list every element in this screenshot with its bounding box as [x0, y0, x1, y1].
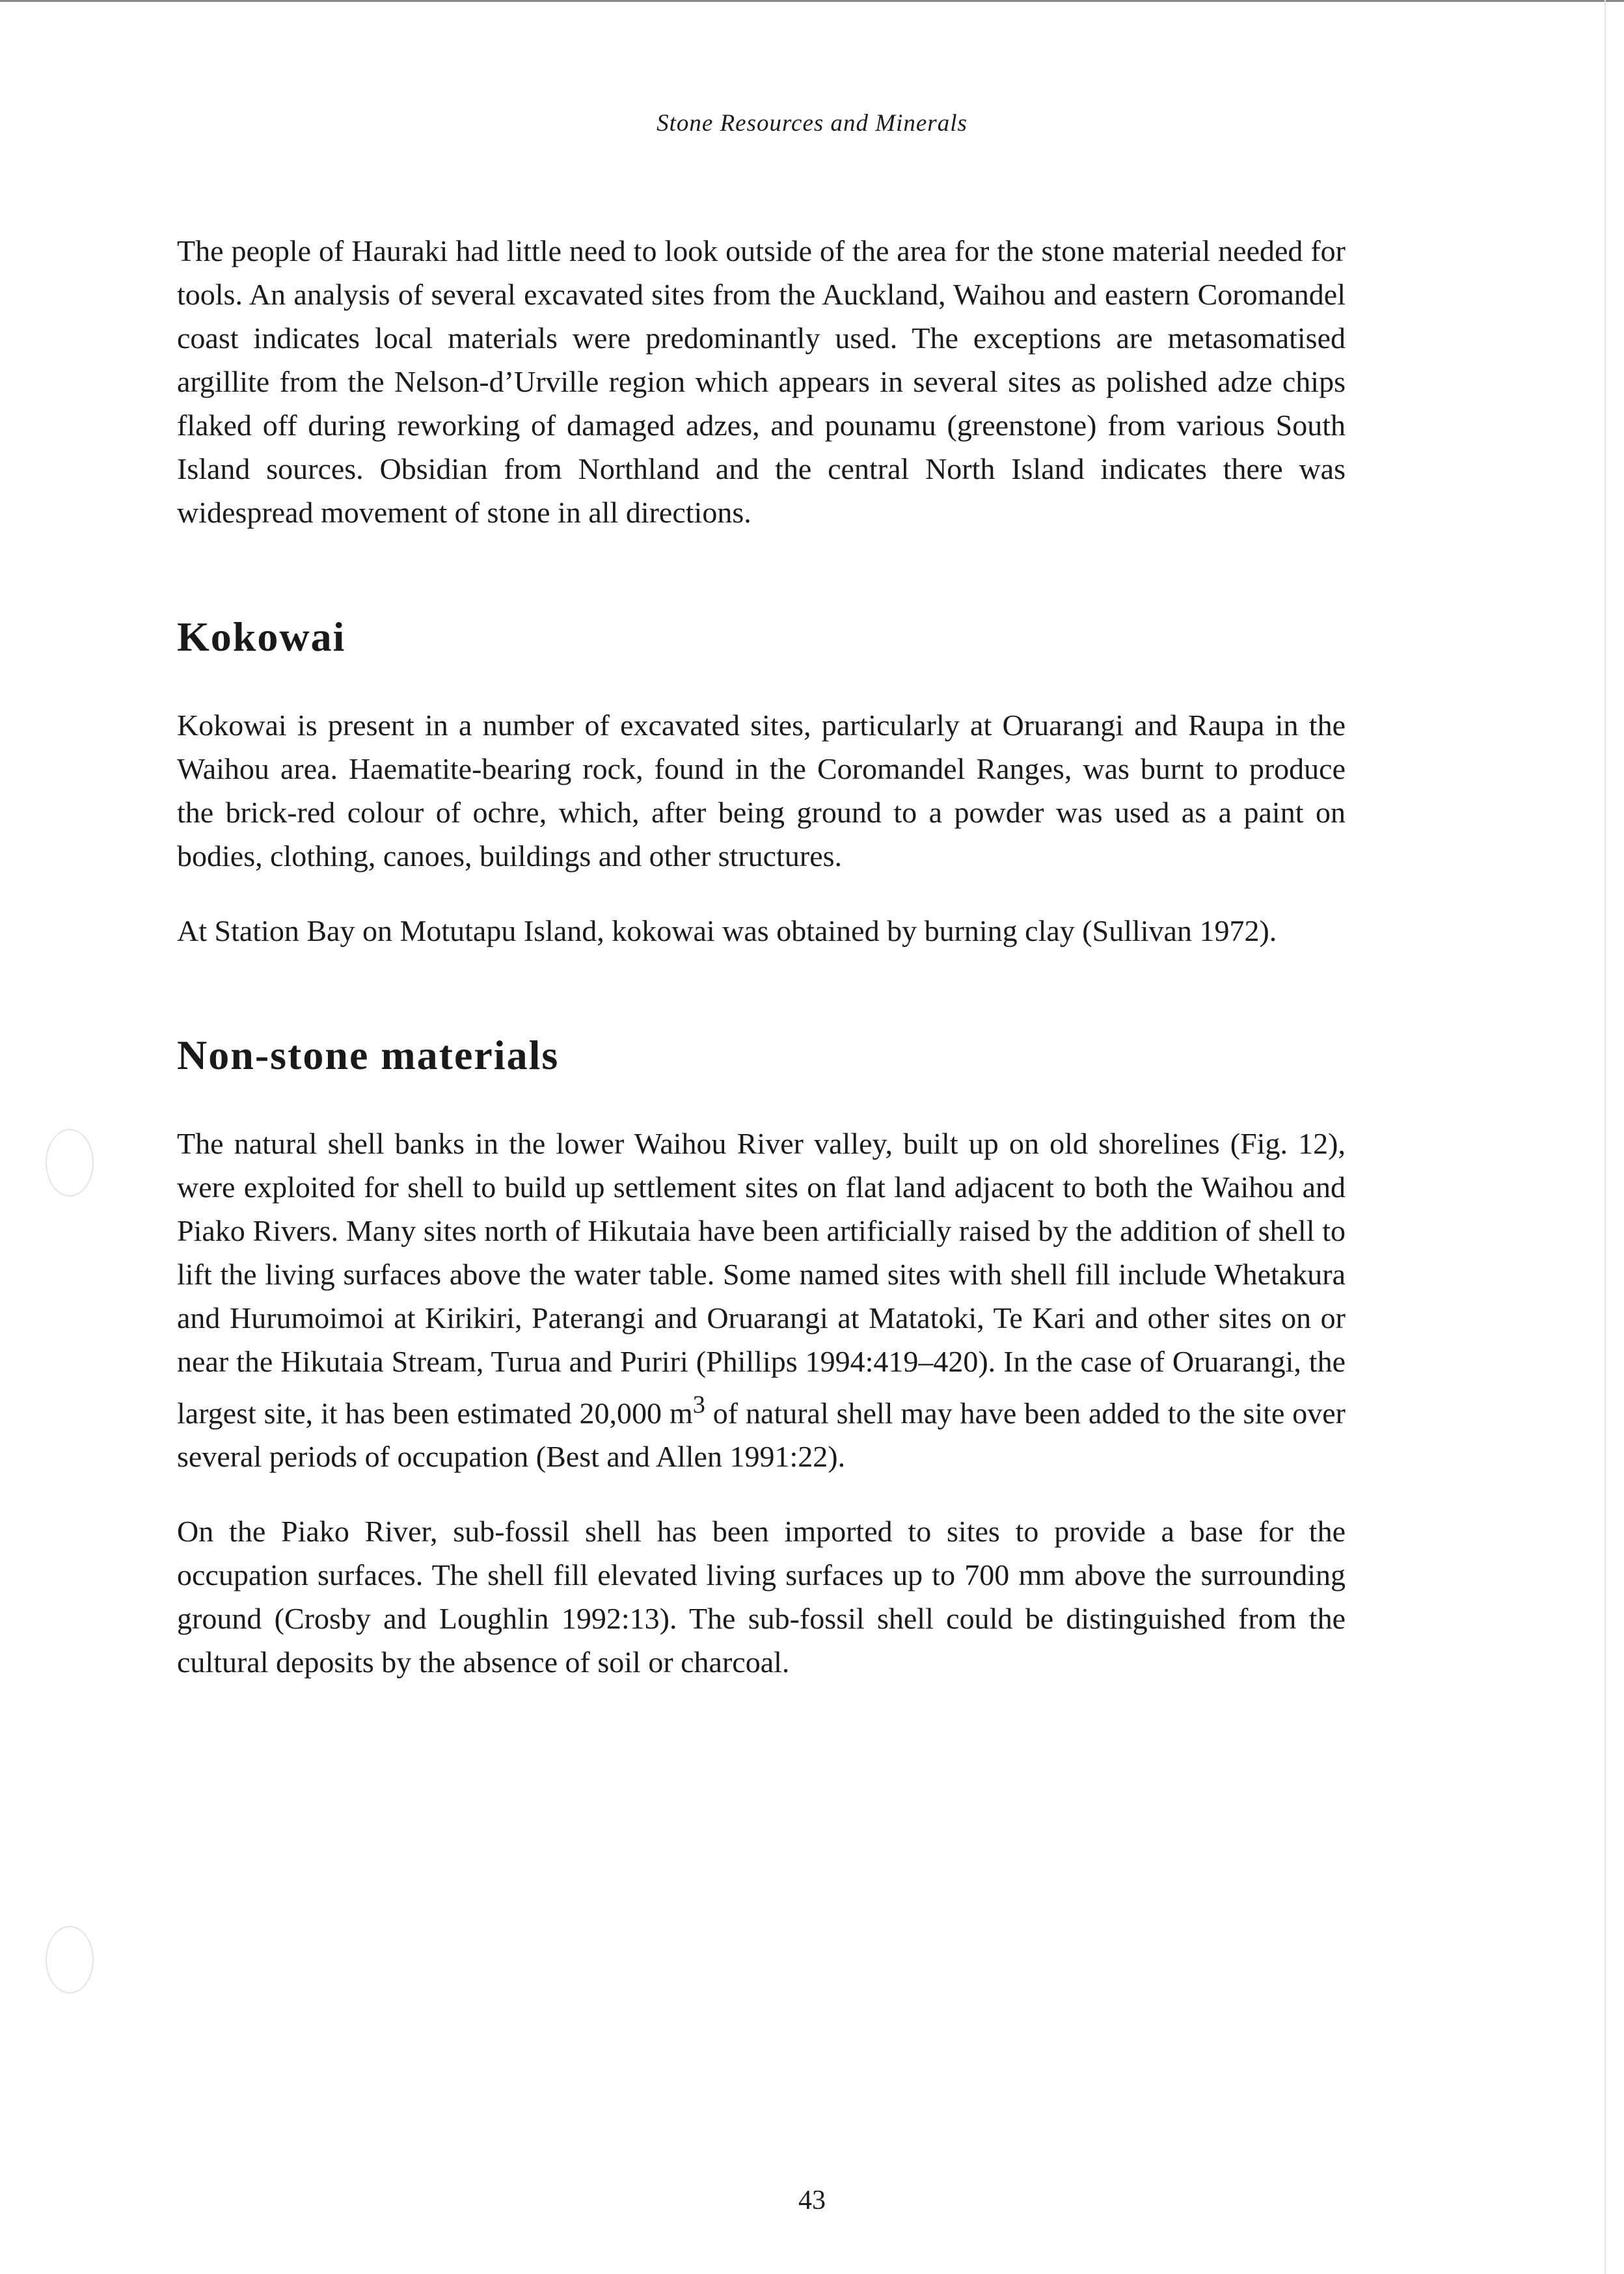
- intro-paragraph: The people of Hauraki had little need to look outside of the area for the stone material needed for tools. An analysis of several excavated sites from the Auckland, Waihou and eastern Coromandel coast indicates local materials were predominantly used. The exceptions are metasomatised argillite from the Nelson-d’Urville region which appears in several sites as polished adze chips flaked off during reworking of damaged adzes, and pounamu (greenstone) from various South Island sources. Obsidian from Northland and the central North Island indicates there was widespread movement of stone in all directions.: [177, 234, 1346, 529]
- section-heading-non-stone-materials: Non-stone materials: [177, 1032, 560, 1078]
- page-body: [177, 229, 1346, 1684]
- page-number: 43: [798, 2186, 826, 2215]
- section-heading-kokowai: Kokowai: [177, 614, 346, 660]
- non-stone-paragraph: [177, 1122, 1346, 1478]
- superscript-cubed: 3: [692, 1391, 705, 1418]
- binding-hole-mark: [46, 1926, 94, 1994]
- kokowai-paragraph: At Station Bay on Motutapu Island, kokowai was obtained by burning clay (Sullivan 1972).: [177, 914, 1277, 947]
- paragraph-text: of natural shell may have been added to the site over several periods of occupation (Best and Allen 1991:22).: [177, 1396, 1346, 1474]
- binding-hole-mark: [46, 1129, 94, 1197]
- running-head: Stone Resources and Minerals: [656, 110, 968, 137]
- paragraph-text: The natural shell banks in the lower Waihou River valley, built up on old shorelines (Fig. 12), were exploited for shell to build up settlement sites on flat land adjacent to both the Waihou and Piako Rivers. Many sites north of Hikutaia have been artificially raised by the addition of shell to lift the living surfaces above the water table. Some named sites with shell fill include Whetakura and Hurumoimoi at Kirikiri, Paterangi and Oruarangi at Matatoki, Te Kari and other sites on or near the Hikutaia Stream, Turua and Puriri (Phillips 1994:419–420). In the case of Oruarangi, the largest site, it has been estimated 20,000 m: [177, 1127, 1346, 1430]
- non-stone-paragraph: On the Piako River, sub-fossil shell has been imported to sites to provide a base for the occupation surfaces. The shell fill elevated living surfaces up to 700 mm above the surrounding ground (Crosby and Loughlin 1992:13). The sub-fossil shell could be distinguished from the cultural deposits by the absence of soil or charcoal.: [177, 1515, 1346, 1679]
- page-top-edge: [0, 0, 1624, 2]
- page-right-edge: [1604, 0, 1606, 2274]
- kokowai-paragraph: Kokowai is present in a number of excavated sites, particularly at Oruarangi and Raupa in the Waihou area. Haematite-bearing rock, found in the Coromandel Ranges, was burnt to produce the brick-red colour of ochre, which, after being ground to a powder was used as a paint on bodies, clothing, canoes, buildings and other structures.: [177, 709, 1346, 873]
